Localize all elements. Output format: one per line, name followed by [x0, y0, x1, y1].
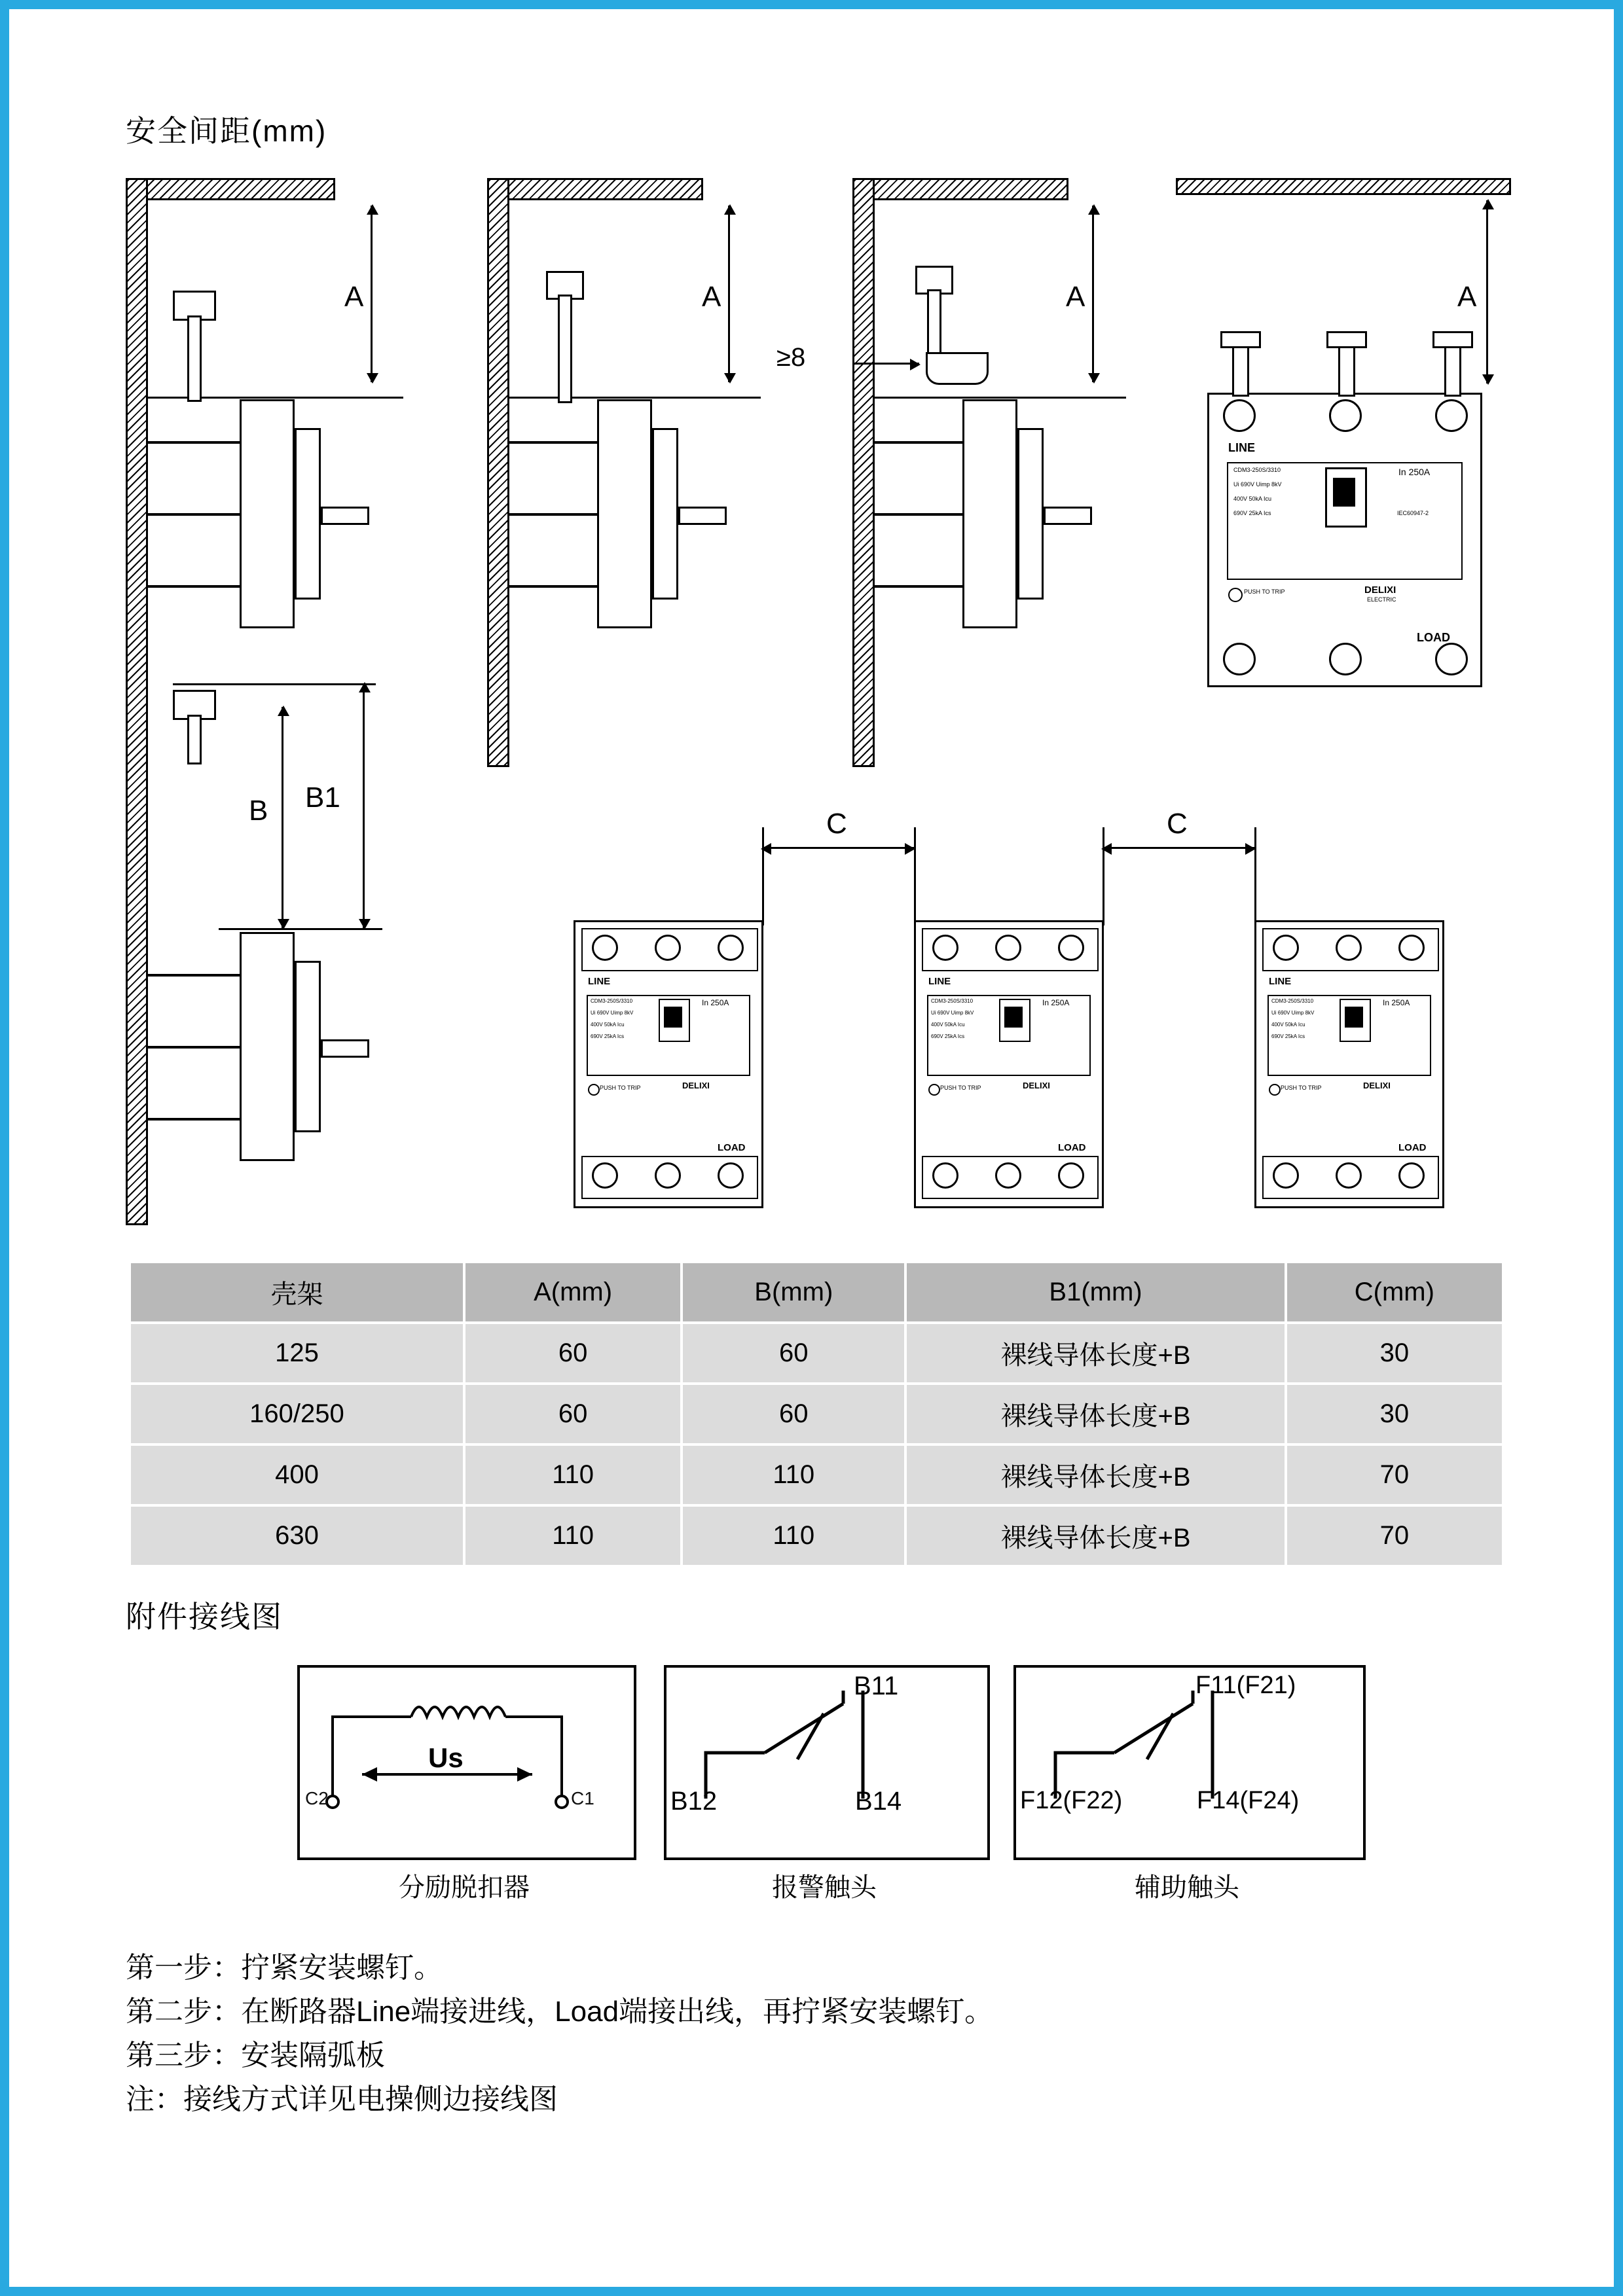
c-extension-right-2: [1254, 827, 1256, 925]
breaker-terminal-bar-1-lower-top: [148, 974, 241, 977]
cell-a-1: 60: [465, 1385, 680, 1443]
alarm-contact-box: [664, 1665, 990, 1860]
cell-b1-1: 裸线导体长度+B: [907, 1385, 1284, 1443]
min-gap-arrow: [854, 363, 919, 365]
breaker-terminal-bar-2-bot: [509, 585, 598, 588]
step-3: 第三步：安装隔弧板: [126, 2039, 385, 2072]
breaker-row-1-model: CDM3-250S/3310: [591, 998, 633, 1004]
installation-steps: [126, 1946, 1514, 2122]
cell-b-3: 110: [683, 1507, 904, 1565]
terminal-hole-top-1: [1223, 399, 1256, 432]
cell-a-2: 110: [465, 1446, 680, 1504]
table-header-row: [131, 1263, 1502, 1321]
auxiliary-contact-schematic: [1016, 1668, 1363, 1857]
cell-c-3: 70: [1287, 1507, 1502, 1565]
th-c: C(mm): [1287, 1263, 1502, 1321]
breaker-row-3-term-b2: [1336, 1162, 1362, 1189]
accessory-wiring-title: 附件接线图: [126, 1600, 283, 1634]
dimension-c-line-2: [1103, 847, 1254, 849]
breaker-row-3-term-t2: [1336, 935, 1362, 961]
cell-c-0: 30: [1287, 1324, 1502, 1382]
breaker-row-2-spec: Ui 690V Uimp 8kV: [931, 1010, 974, 1016]
breaker-row-1-term-t2: [655, 935, 681, 961]
breaker-handle-2: [678, 507, 727, 525]
breaker-side-3-body: [1017, 428, 1044, 600]
c-extension-left-1: [762, 827, 764, 925]
breaker-row-3-brand: DELIXI: [1363, 1081, 1391, 1090]
th-b: B(mm): [683, 1263, 904, 1321]
cell-a-3: 110: [465, 1507, 680, 1565]
dimension-b-line-1: [282, 707, 283, 928]
breaker-row-3-term-t1: [1273, 935, 1299, 961]
breaker-row-3-line: LINE: [1269, 976, 1292, 987]
nameplate-ics-main: 690V 25kA Ics: [1233, 510, 1271, 516]
breaker-row-3-trip: PUSH TO TRIP: [1281, 1085, 1322, 1091]
nameplate-spec-main: Ui 690V Uimp 8kV: [1233, 481, 1282, 488]
aux-f14-label: F14(F24): [1197, 1787, 1300, 1814]
terminal-cap-top-1: [1220, 331, 1261, 348]
nameplate-icu-main: 400V 50kA Icu: [1233, 495, 1272, 502]
breaker-row-2-line: LINE: [928, 976, 951, 987]
terminal-hole-bot-1: [1223, 643, 1256, 675]
cell-c-1: 30: [1287, 1385, 1502, 1443]
breaker-row-2-model: CDM3-250S/3310: [931, 998, 974, 1004]
wall-hatch-3: [852, 178, 875, 767]
shunt-us-label: Us: [428, 1742, 464, 1773]
breaker-row-1-term-b1: [592, 1162, 618, 1189]
dimension-c-label-2: C: [1167, 808, 1188, 840]
line-label-main: LINE: [1228, 441, 1256, 454]
breaker-terminal-bar-1-upper-bot: [148, 585, 241, 588]
cell-b1-2: 裸线导体长度+B: [907, 1446, 1284, 1504]
dimension-b-ref-bot-1: [219, 928, 382, 930]
min-gap-label: ≥8: [776, 343, 806, 372]
breaker-terminal-bar-2-mid: [509, 513, 598, 516]
cell-b-0: 60: [683, 1324, 904, 1382]
breaker-row-3-current: In 250A: [1383, 998, 1410, 1007]
dimension-b1-label-1: B1: [305, 781, 340, 814]
terminal-hole-top-3: [1435, 399, 1468, 432]
breaker-row-3-handle: [1345, 1007, 1363, 1028]
cell-b1-0: 裸线导体长度+B: [907, 1324, 1284, 1382]
dimension-a-ref-2: [509, 397, 761, 399]
shunt-c1-label: C1: [571, 1788, 594, 1808]
breaker-terminal-bar-1-lower-mid: [148, 1046, 241, 1049]
arc-barrier-3: [926, 352, 989, 385]
breaker-row-3-term-t3: [1398, 935, 1425, 961]
breaker-row-3-ics: 690V 25kA Ics: [1271, 1033, 1305, 1039]
breaker-row-2-brand: DELIXI: [1023, 1081, 1050, 1090]
ceiling-hatch-3: [852, 178, 1068, 200]
breaker-side-1-upper: [240, 399, 295, 628]
breaker-row-1-handle: [664, 1007, 682, 1028]
breaker-row-1-line: LINE: [588, 976, 611, 987]
breaker-terminal-bar-3-top: [875, 441, 964, 444]
c-extension-right-1: [914, 827, 916, 925]
terminal-hole-bot-3: [1435, 643, 1468, 675]
shunt-c2-label: C2: [305, 1788, 329, 1808]
th-b1: B1(mm): [907, 1263, 1284, 1321]
breaker-side-3: [962, 399, 1017, 628]
spec-table-wrapper: [128, 1261, 1504, 1568]
cell-c-2: 70: [1287, 1446, 1502, 1504]
breaker-row-1-brand: DELIXI: [682, 1081, 710, 1090]
breaker-row-2-term-t3: [1058, 935, 1084, 961]
breaker-row-3-load: LOAD: [1398, 1142, 1427, 1153]
breaker-row-1-current: In 250A: [702, 998, 729, 1007]
breaker-row-1-ics: 690V 25kA Ics: [591, 1033, 625, 1039]
breaker-row-1-spec: Ui 690V Uimp 8kV: [591, 1010, 634, 1016]
dimension-c-line-1: [762, 847, 914, 849]
breaker-row-2-term-b2: [995, 1162, 1021, 1189]
shunt-trip-box: [297, 1665, 636, 1860]
breaker-row-2-handle: [1004, 1007, 1023, 1028]
dimension-a-label-2: A: [702, 281, 721, 313]
dimension-a-label-3: A: [1066, 281, 1085, 313]
breaker-row-2-trip: PUSH TO TRIP: [940, 1085, 981, 1091]
ceiling-hatch-2: [487, 178, 703, 200]
dimension-b1-line-1: [363, 683, 365, 928]
cell-b-2: 110: [683, 1446, 904, 1504]
table-row: [131, 1324, 1502, 1382]
handle-toggle-main: [1333, 478, 1355, 507]
breaker-terminal-bar-1-upper-top: [148, 441, 241, 444]
spec-table: [128, 1261, 1504, 1568]
c-extension-left-2: [1103, 827, 1104, 925]
breaker-terminal-bar-3-bot: [875, 585, 964, 588]
breaker-handle-1-upper: [321, 507, 369, 525]
cell-frame-3: 630: [131, 1507, 463, 1565]
breaker-row-3-spec: Ui 690V Uimp 8kV: [1271, 1010, 1315, 1016]
breaker-terminal-bar-3-mid: [875, 513, 964, 516]
dimension-c-label-1: C: [826, 808, 847, 840]
breaker-row-1-load: LOAD: [718, 1142, 746, 1153]
page-content: [9, 9, 1614, 2287]
shunt-trip-schematic: [300, 1668, 634, 1857]
wall-hatch-2: [487, 178, 509, 767]
breaker-side-2-body: [652, 428, 678, 600]
breaker-row-1-icu: 400V 50kA Icu: [591, 1022, 625, 1028]
nameplate-cert-main: IEC60947-2: [1397, 510, 1429, 516]
table-row: [131, 1507, 1502, 1565]
breaker-row-3-term-b1: [1273, 1162, 1299, 1189]
alarm-b12-label: B12: [670, 1787, 718, 1816]
breaker-side-1-lower-body: [295, 961, 321, 1132]
breaker-side-1-upper-body: [295, 428, 321, 600]
terminal-hole-bot-2: [1329, 643, 1362, 675]
table-row: [131, 1446, 1502, 1504]
dimension-a-line-3: [1092, 206, 1094, 382]
ceiling-hatch-4: [1176, 178, 1511, 195]
breaker-handle-1-lower: [321, 1039, 369, 1058]
terminal-hole-top-2: [1329, 399, 1362, 432]
cell-frame-2: 400: [131, 1446, 463, 1504]
dimension-b-label-1: B: [249, 795, 268, 827]
breaker-row-2-term-t2: [995, 935, 1021, 961]
nameplate-current-main: In 250A: [1398, 467, 1431, 477]
alarm-contact-caption: 报警触头: [772, 1873, 877, 1902]
breaker-row-1-trip: PUSH TO TRIP: [600, 1085, 641, 1091]
dimension-a-ref-1: [148, 397, 403, 399]
cell-b1-3: 裸线导体长度+B: [907, 1507, 1284, 1565]
breaker-handle-3: [1044, 507, 1092, 525]
alarm-b11-label: B11: [854, 1672, 899, 1700]
cell-frame-1: 160/250: [131, 1385, 463, 1443]
wall-hatch-1: [126, 178, 148, 1225]
push-to-trip-dot-main: [1228, 588, 1243, 602]
aux-f12-label: F12(F22): [1020, 1787, 1123, 1814]
breaker-row-2-term-b3: [1058, 1162, 1084, 1189]
breaker-row-1-trip-dot: [588, 1084, 600, 1096]
breaker-row-2-trip-dot: [928, 1084, 940, 1096]
th-frame: 壳架: [131, 1263, 463, 1321]
auxiliary-contact-box: [1013, 1665, 1366, 1860]
dimension-a-line-4: [1486, 200, 1488, 384]
terminal-cap-top-2: [1326, 331, 1367, 348]
breaker-terminal-bar-2-top: [509, 441, 598, 444]
breaker-row-1-term-t1: [592, 935, 618, 961]
table-row: [131, 1385, 1502, 1443]
th-a: A(mm): [465, 1263, 680, 1321]
breaker-row-2-icu: 400V 50kA Icu: [931, 1022, 965, 1028]
dimension-a-line-2: [728, 206, 730, 382]
breaker-row-1-term-b3: [718, 1162, 744, 1189]
auxiliary-contact-caption: 辅助触头: [1135, 1873, 1239, 1902]
cable-lug-stem-1-top: [187, 315, 202, 402]
shunt-trip-caption: 分励脱扣器: [399, 1873, 530, 1902]
dimension-a-label-1: A: [344, 281, 364, 313]
dimension-a-line-1: [371, 206, 373, 382]
alarm-b14-label: B14: [855, 1787, 902, 1816]
step-1: 第一步：拧紧安装螺钉。: [126, 1952, 443, 1984]
cell-b-1: 60: [683, 1385, 904, 1443]
dimension-a-label-4: A: [1457, 281, 1477, 313]
breaker-terminal-bar-1-upper-mid: [148, 513, 241, 516]
alarm-contact-schematic: [666, 1668, 987, 1857]
breaker-row-3-model: CDM3-250S/3310: [1271, 998, 1314, 1004]
breaker-side-2: [597, 399, 652, 628]
ceiling-hatch-1: [126, 178, 335, 200]
page-title: 安全间距(mm): [126, 114, 327, 148]
breaker-row-3-trip-dot: [1269, 1084, 1281, 1096]
cable-lug-stem-3: [927, 289, 941, 359]
aux-f11-label: F11(F21): [1195, 1672, 1296, 1699]
breaker-row-1-term-b2: [655, 1162, 681, 1189]
breaker-row-3-term-b3: [1398, 1162, 1425, 1189]
breaker-terminal-bar-1-lower-bot: [148, 1118, 241, 1121]
breaker-row-2-term-b1: [932, 1162, 958, 1189]
cell-frame-0: 125: [131, 1324, 463, 1382]
push-to-trip-main: PUSH TO TRIP: [1244, 588, 1285, 595]
terminal-cap-top-3: [1432, 331, 1473, 348]
nameplate-model-main: CDM3-250S/3310: [1233, 467, 1281, 473]
breaker-row-1-term-t3: [718, 935, 744, 961]
breaker-row-3-icu: 400V 50kA Icu: [1271, 1022, 1305, 1028]
breaker-row-2-current: In 250A: [1042, 998, 1070, 1007]
breaker-row-2-term-t1: [932, 935, 958, 961]
breaker-row-2-ics: 690V 25kA Ics: [931, 1033, 965, 1039]
step-note: 注：接线方式详见电操侧边接线图: [126, 2083, 558, 2115]
step-2: 第二步：在断路器Line端接进线，Load端接出线，再拧紧安装螺钉。: [126, 1995, 994, 2028]
dimension-b1-ref-top-1: [173, 683, 376, 685]
breaker-side-1-lower: [240, 932, 295, 1161]
breaker-row-2-load: LOAD: [1058, 1142, 1086, 1153]
cell-a-0: 60: [465, 1324, 680, 1382]
brand-sub-main: ELECTRIC: [1367, 596, 1396, 603]
brand-main: DELIXI: [1364, 584, 1396, 596]
cable-lug-stem-2: [558, 295, 572, 403]
dimension-a-ref-3: [875, 397, 1126, 399]
load-label-main: LOAD: [1417, 631, 1450, 644]
cable-lug-stem-1-mid: [187, 715, 202, 764]
